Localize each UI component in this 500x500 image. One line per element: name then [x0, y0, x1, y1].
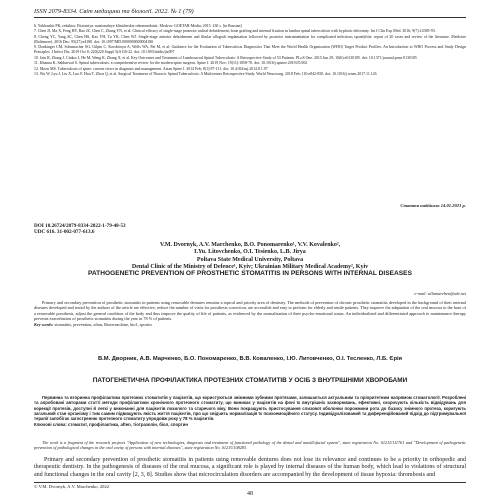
udc: UDC 616. 31-002-077-613.6: [34, 229, 95, 236]
authors-block-en: [34, 242, 466, 272]
reference-item: 13. Wu W, Lyu J, Liu X, Luo F, Hou T, Zhou Q, et al. Surgical Treatment of Thoracic Spinal Tuberculosis: A Multicenter Retrospective Study. World Neurosurg. 2018 Feb; 110:e842-850. doi: 10.1016/j.wneu.2017.11.126: [34, 72, 377, 77]
keywords-ua: [34, 422, 466, 427]
keywords-text: stomatitis, prevention, aftan, Bioterazolone, bio1, sportin: [54, 321, 152, 327]
article-identifiers: [34, 223, 466, 236]
page-number: 48: [247, 491, 253, 497]
body-paragraph: Primary and secondary prevention of prosthetic stomatitis in patients using removable dentures does not lose its relevance and continues to be a priority in orthopedic and therapeutic dentistry. In the pathogenesis of diseases of the oral mucosa, a significant role is played by internal diseases of the human body, which lead to violations of structural and functional changes in the oral cavity [2, 3, 8]. Studies show that microcirculation disorders are accompanied by the development of tissue hypoxia: thrombosis and: [34, 457, 466, 478]
article-title-ua: ПАТОГЕНЕТИЧНА ПРОФІЛАКТИКА ПРОТЕЗНИХ СТОМАТИТІВ У ОСІБ З ВНУТРІШНІМИ ХВОРОБАМИ: [92, 377, 408, 384]
journal-header: ISSN 2079-8334. Світ медицини та біології. 2022. № 1 (79): [34, 8, 466, 18]
keywords-en: [34, 322, 466, 327]
reference-item: 11. Khanna K, Sabharwal S. Spinal tuberculosis: a comprehensive review for the modern spine surgeon. Spine J. 2019 Nov; 19(11):1858-70. doi: 10.1016/j.spinee.2019.05.002: [34, 61, 308, 66]
reference-item: 9. Donkinger CM, Schumacher SG, Gilpin C, Korobitsyn A, Wells WA, Pai M, et al. Guidance for the Evaluation of Tuberculosis Diagnostics That Meet the World Health Organization (WHO) Target Product Profiles: An Introduction to WHO Process and Study Design Principles. J Infect Dis. 2019 Oct 8; 220(220 Suppl 3):S116-22. doi: 10.1093/infdis/jiz097: [34, 45, 466, 55]
article-title-en: PATHOGENETIC PREVENTION OF PROSTHETIC STOMATITIS IN PERSONS WITH INTERNAL DISEASES: [88, 270, 412, 277]
footer-divider: [34, 482, 466, 483]
reference-list: [34, 24, 466, 78]
authors-block-ua: В.М. Дворник, А.В. Марченко, Б.О. Пономаренко, В.В. Коваленко, І.Ю. Литовченко, О.І. Тесленко, Л.Б. Єрія: [97, 356, 403, 362]
affiliation: Dental Clinic of the Ministry of Defence¹, Kyiv; Ukrainian Military Medical Academy², Kyiv: [131, 264, 369, 271]
abstract-en: [34, 300, 466, 327]
abstract-text: Primary and secondary prevention of prosthetic stomatitis in patients using removable dentures remains a topical and priority area of dentistry. The methods of prevention of chronic prosthetic stomatitis developed in the background of their internal diseases developed and tested by the authors of the article are effective, reduce the number of visits for prosthesis correction, are accessible and easy to perform for elderly and senile patients. They improve the adaptation of the oral mucosa to the base of a removable prosthesis, adjust the general condition of the body and thus improve the quality of life of patients, as evidenced by the normalization of their psycho-emotional status. An individualized and differentiated approach to maintenance therapy prevents exacerbation of prosthetic stomatitis during the year in 78 % of patients.: [34, 300, 466, 321]
reference-item: 10. Jain R, Zhang J, Cinkor J, He M, Wang K, Zhang X, et al. Key Outcomes and Treatment of Lumbosacral Spinal Tuberculosis: A Retrospective Study of 53 Patients. PLoS One. 2015 Jun 29; 10(6):e0130185. doi: 10.1371/journal.pone.0130185: [34, 55, 417, 60]
keywords-text-ua: стоматит, профілактика, аften, тіотразолін, біол, спортин: [67, 421, 188, 427]
keywords-label-ua: Ключові слова:: [34, 421, 67, 427]
funding-note: [34, 440, 466, 451]
abstract-text-ua: Первинна та вторинна профілактика протезних стоматитів у пацієнтів, що користуються знімними зубними протезами, залишається актуальним та пріоритетним напрямом стоматології. Розроблені та апробовані авторами статті методи профілактики хронічного протезного стоматиту, що виникає у пацієнтів на фоні їх внутрішніх захворювань, ефективні, скорочують кількість відвідувань для корекції протезів, доступні й легкі у виконанні для пацієнтів похилого та старечого віку. Вони покращують пристосування слизової оболонки порожнини рота до базису знімного протеза, коригують загальний стан організму і тим самим підвищують якість життя пацієнтів, про що свідчить нормалізація їх психоемоційного статусу. Індивідуалізований та диференційований підхід до підтримувальної терапії запобігає загостренню протезного стоматиту упродовж року у 78 % пацієнтів.: [34, 395, 466, 422]
reference-item: 8. Cheng YC, Yang SC, Chen HS, Kao YH, Tu YK, Chen WJ. Single-stage anterior debridement and fibular allograft implantation followed by posterior instrumentation for complicated infectious spondylitis: report of 20 cases and review of the literature. Medicine (Baltimore). 2016 Dec; 95(27):e4180. doi: 10.1097/MD.0000000000004180: [34, 34, 466, 44]
reference-item: 12. Moon MS. Tuberculosis of spine: current views in diagnosis and management. Asian Spine J. 2014 Feb; 8(1):97-111. doi: 10.4184/asj.2014.8.1.97: [34, 66, 268, 71]
funding-text: The work is a fragment of the research projects "Application of new technologies, diagnosis and treatment of functional pathology of the dental and maxillofacial system", state registration No. 0121U111761 and "Development of pathogenetic prevention of pathological changes in the oral cavity of persons with internal diseases", state registration No. 0121U108283.: [34, 440, 466, 451]
contact-email: e-mail: allamarchen@ukr.net: [414, 291, 466, 296]
doi: DOI 10.26724/2079-8334-2022-1-79-48-53: [34, 223, 126, 229]
body-text: [34, 457, 466, 479]
received-date: Стаття надійшла 14.01.2021 р.: [400, 203, 466, 208]
abstract-ua: [34, 395, 466, 427]
keywords-label: Key words:: [34, 321, 54, 327]
reference-item: 6. Yablonskii PK, redaktor. Ftiziatriya: natsionalnye klinicheskie rekomendatsii. Moskva: GOETAR-Media; 2015. 230 s. [in Russian]: [34, 24, 242, 28]
author-names: V.M. Dvornyk, A.V. Marchenko, B.O. Ponomarenko¹, V.V. Kovalenko²,: [159, 242, 341, 248]
affiliation: Poltava State Medical University, Poltava: [196, 256, 304, 263]
author-names-line2: I.Yu. Litovchenko, O.I. Tesienko, L.B. Jirya: [194, 249, 306, 256]
reference-item: 7. Chen JJ, Ma X, Feng HY, Bao JZ, Chen C, Zhang YN, et al. Clinical efficacy of single-stage posterior radical debridement, bone grafting and internal fixation in lumbar spinal tuberculosis with kyphotic deformity. Int J Clin Exp Med. 2016; 9(7):14385-93.: [34, 29, 436, 34]
copyright: © V.M. Dvornyk, A.V. Marchenko, 2022: [34, 484, 110, 489]
